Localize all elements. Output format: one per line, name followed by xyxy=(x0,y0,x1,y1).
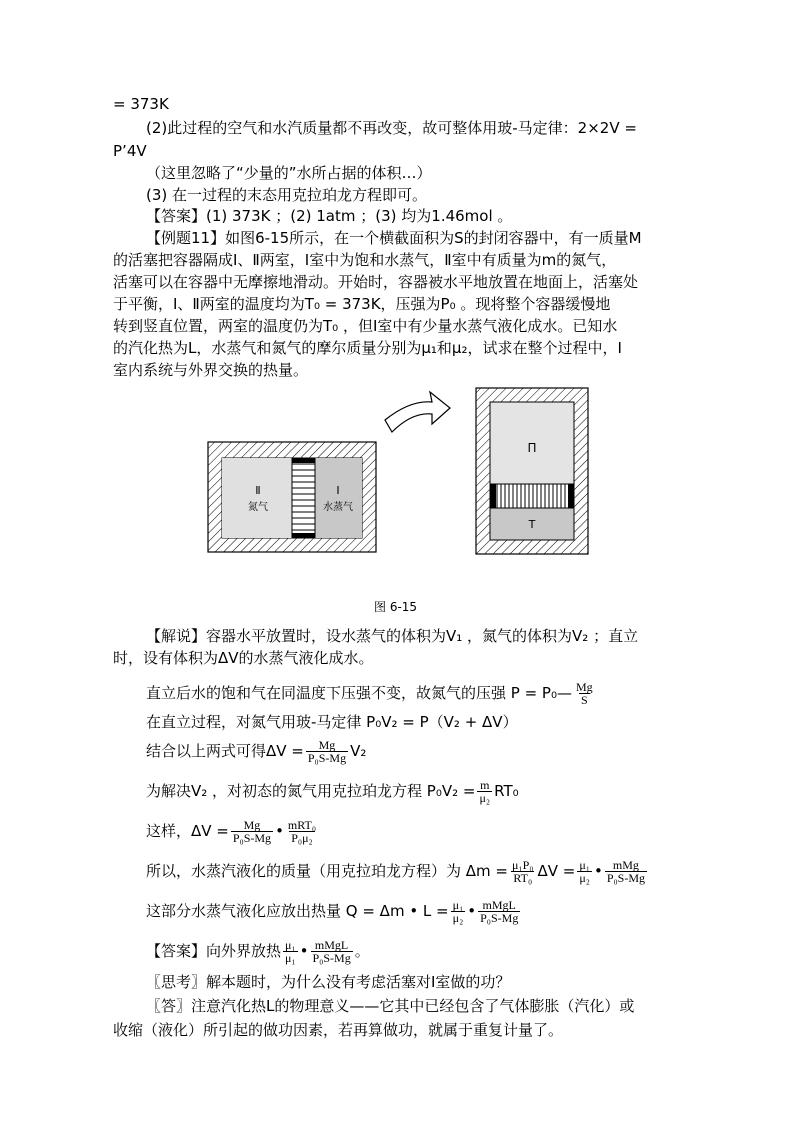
equation-line xyxy=(146,816,320,846)
text-line: (2)此过程的空气和水汽质量都不再改变，故可整体用玻-马定律：2×2V = xyxy=(146,119,637,137)
fraction: $\frac{\text{μ₁}}{\text{μ₂}}$ xyxy=(452,897,464,925)
chamber-bottom-label: Τ xyxy=(528,518,536,531)
text-line: 活塞可以在容器中无摩擦地滑动。开始时，容器被水平地放置在地面上，活塞处 xyxy=(113,273,639,291)
fraction: $\frac{\text{μ₁}}{\text{μ₂}}$ xyxy=(579,857,590,885)
chamber-i-text: 水蒸气 xyxy=(323,502,353,513)
fraction: $\frac{\text{mRT₀}}{\text{P₀μ₂}}$ xyxy=(287,817,317,845)
fraction: $\frac{Mg}{\text{P₀S-Mg}}$ xyxy=(232,817,272,845)
example-heading: 【例题11】如图6-15所示，在一个横截面积为S的封闭容器中，有一质量M xyxy=(146,229,642,247)
eq-text: 为解决V₂ ，对初态的氮气用克拉珀龙方程 P₀V₂ = xyxy=(146,782,476,800)
eq-text: • xyxy=(299,942,309,960)
text-line: 的汽化热为L，水蒸气和氮气的摩尔质量分别为μ₁和μ₂，试求在整个过程中，Ⅰ xyxy=(113,339,622,357)
vertical-container xyxy=(476,388,588,554)
chamber-i-label: Ⅰ xyxy=(336,484,340,497)
fraction: $\frac{\text{mMgL}}{\text{P₀S-Mg}}$ xyxy=(312,937,351,965)
think-answer: 〖答〗注意汽化热L的物理意义——它其中已经包含了气体膨胀（汽化）或 xyxy=(146,997,635,1015)
fraction: $\frac{\text{μ₁P₀}}{\text{RT₀}}$ xyxy=(511,857,534,885)
text-line: = 373K xyxy=(113,95,169,113)
eq-text: 直立后水的饱和气在同温度下压强不变，故氮气的压强 P = P₀— xyxy=(146,684,572,702)
text-line: 收缩（液化）所引起的做功因素，若再算做功，就属于重复计量了。 xyxy=(113,1021,564,1039)
fraction: $\frac{Mg}{\text{P₀S-Mg}}$ xyxy=(307,737,347,765)
fraction: $\frac{Mg}{S}$ xyxy=(575,679,593,707)
answer-line xyxy=(146,936,370,966)
text-line: 室内系统与外界交换的热量。 xyxy=(113,361,309,379)
eq-text: V₂ xyxy=(350,742,367,760)
chamber-top-label: Π xyxy=(527,441,537,455)
horizontal-container xyxy=(208,442,376,552)
text-line: 转到竖直位置，两室的温度仍为T₀ ，但Ⅰ室中有少量水蒸气液化成水。已知水 xyxy=(113,317,618,335)
text-line: 【解说】容器水平放置时，设水蒸气的体积为V₁ ，氮气的体积为V₂ ；直立 xyxy=(146,627,639,645)
eq-text: 。 xyxy=(354,942,370,960)
equation-line xyxy=(146,896,522,926)
eq-text: 【答案】向外界放热 xyxy=(146,942,282,960)
text-line: 时，设有体积为ΔV的水蒸气液化成水。 xyxy=(113,649,374,667)
eq-text: RT₀ xyxy=(494,782,519,800)
equation-line xyxy=(146,856,649,886)
chamber-ii-text: 氮气 xyxy=(248,502,268,513)
eq-text: • xyxy=(467,902,477,920)
text-line: （这里忽略了“少量的”水所占据的体积…） xyxy=(146,164,432,182)
eq-text: • xyxy=(275,822,284,840)
arrow-icon xyxy=(385,392,450,432)
fraction: $\frac{\text{mMg}}{\text{P₀S-Mg}}$ xyxy=(606,857,646,885)
figure-6-15 xyxy=(200,380,590,560)
equation-line: 在直立过程，对氮气用玻-马定律 P₀V₂ = P（V₂ + ΔV） xyxy=(146,713,518,731)
text-line: (3) 在一过程的末态用克拉珀龙方程即可。 xyxy=(146,186,428,204)
equation-line xyxy=(146,736,366,766)
fraction: $\frac{m}{\text{μ₂}}$ xyxy=(479,777,491,805)
text-line: 的活塞把容器隔成Ⅰ、Ⅱ两室，Ⅰ室中为饱和水蒸气，Ⅱ室中有质量为m的氮气， xyxy=(113,251,617,269)
text-line: P’4V xyxy=(113,142,147,160)
fraction: $\frac{\text{μ₁}}{\text{μ₁}}$ xyxy=(285,937,296,965)
text-line: 于平衡，Ⅰ、Ⅱ两室的温度均为T₀ = 373K，压强为P₀ 。现将整个容器缓慢地 xyxy=(113,295,611,313)
eq-text: 所以，水蒸汽液化的质量（用克拉珀龙方程）为 Δm = xyxy=(146,862,508,880)
fraction: $\frac{\text{mMgL}}{\text{P₀S-Mg}}$ xyxy=(480,897,519,925)
eq-text: ΔV = xyxy=(537,862,576,880)
equation-line xyxy=(146,776,519,806)
figure-caption: 图 6-15 xyxy=(374,600,418,614)
eq-text: • xyxy=(593,862,603,880)
chamber-ii-label: Ⅱ xyxy=(255,484,261,497)
eq-text: 结合以上两式可得ΔV = xyxy=(146,742,304,760)
think-question: 〖思考〗解本题时，为什么没有考虑活塞对Ⅰ室做的功？ xyxy=(146,973,511,991)
answer-line: 【答案】(1) 373K ；(2) 1atm ；(3) 均为1.46mol 。 xyxy=(146,207,513,225)
equation-line xyxy=(146,678,597,708)
eq-text: 这部分水蒸气液化应放出热量 Q = Δm • L = xyxy=(146,902,449,920)
eq-text: 这样，ΔV = xyxy=(146,822,229,840)
